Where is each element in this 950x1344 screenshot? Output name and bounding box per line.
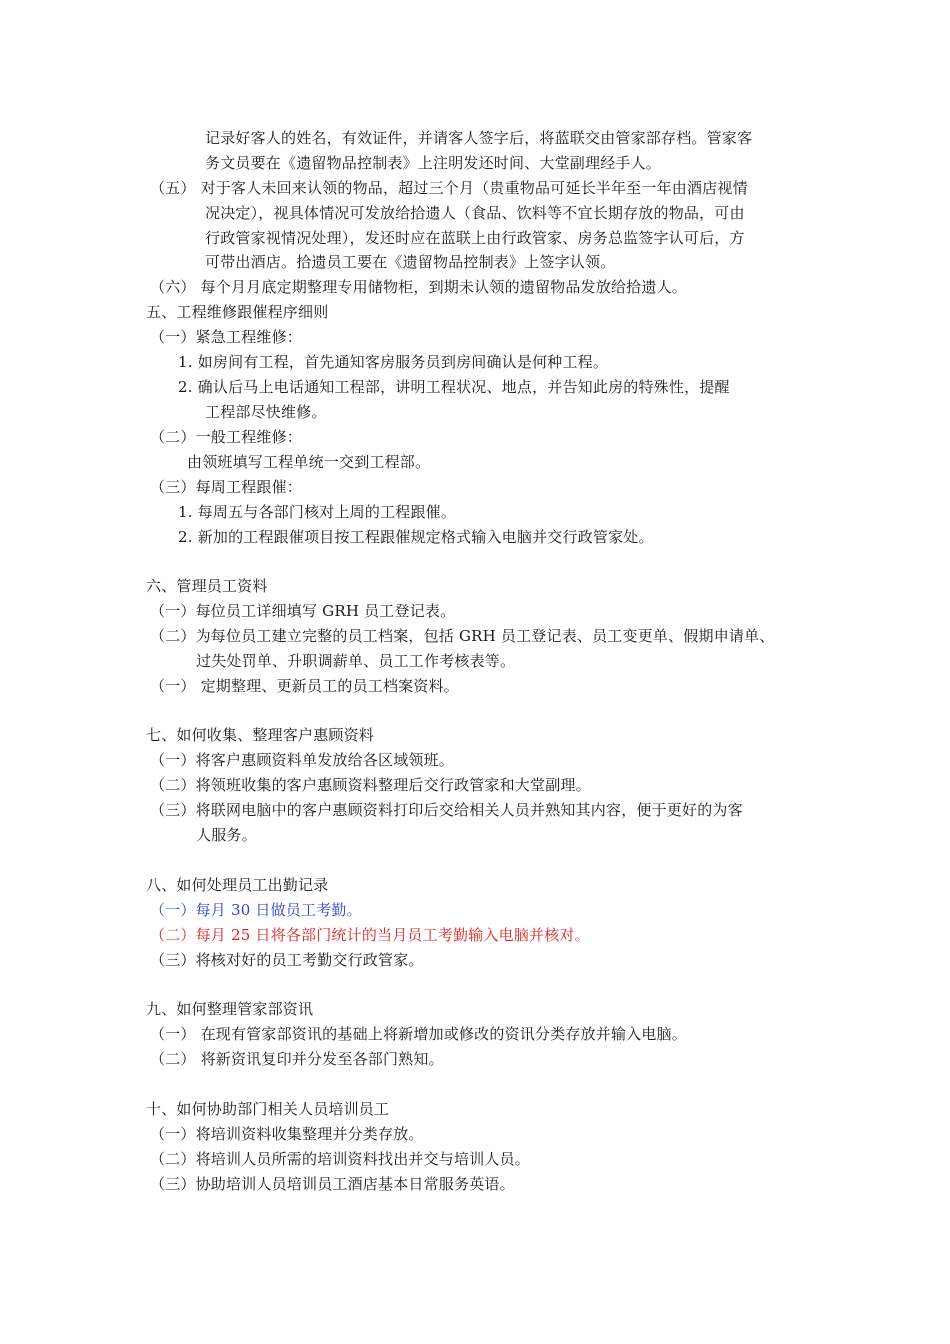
subsection-heading: （三）每周工程跟催：: [150, 478, 303, 496]
section-heading: 七、如何收集、整理客户惠顾资料: [146, 726, 375, 744]
text-line: 过失处罚单、升职调薪单、员工工作考核表等。: [196, 652, 516, 670]
text-line: （二）将领班收集的客户惠顾资料整理后交行政管家和大堂副理。: [150, 776, 591, 794]
text-line: （一）每位员工详细填写 GRH 员工登记表。: [150, 602, 456, 620]
text-line: （二）将培训人员所需的培训资料找出并交与培训人员。: [150, 1150, 531, 1168]
text-line: 人服务。: [196, 826, 257, 844]
text-line: （一）将培训资料收集整理并分类存放。: [150, 1125, 424, 1143]
section-heading: 五、工程维修跟催程序细则: [146, 303, 329, 321]
text-line: （三）将联网电脑中的客户惠顾资料打印后交给相关人员并熟知其内容，便于更好的为客: [150, 801, 743, 819]
text-line: 1. 每周五与各部门核对上周的工程跟催。: [178, 503, 457, 521]
text-line: （二） 将新资讯复印并分发至各部门熟知。: [150, 1050, 444, 1068]
text-line: 况决定），视具体情况可发放给拾遗人（食品、饮料等不宜长期存放的物品，可由: [205, 204, 745, 222]
text-line: 工程部尽快维修。: [205, 403, 327, 421]
section-heading: 八、如何处理员工出勤记录: [146, 876, 329, 894]
subsection-heading: （一）紧急工程维修：: [150, 328, 303, 346]
text-line: （五） 对于客人未回来认领的物品，超过三个月（贵重物品可延长半年至一年由酒店视情: [150, 179, 748, 197]
text-line: 1. 如房间有工程，首先通知客房服务员到房间确认是何种工程。: [178, 353, 609, 371]
text-line-highlighted-blue: （一）每月 30 日做员工考勤。: [150, 901, 362, 919]
text-line: 务文员要在《遗留物品控制表》上注明发还时间、大堂副理经手人。: [205, 154, 662, 172]
section-heading: 六、管理员工资料: [146, 577, 268, 595]
text-line: （三）协助培训人员培训员工酒店基本日常服务英语。: [150, 1175, 515, 1193]
text-line-highlighted-red: （二）每月 25 日将各部门统计的当月员工考勤输入电脑并核对。: [150, 926, 590, 944]
text-line: 2. 确认后马上电话通知工程部，讲明工程状况、地点，并告知此房的特殊性，提醒: [178, 378, 730, 396]
text-line: （一）将客户惠顾资料单发放给各区域领班。: [150, 751, 455, 769]
text-line: （三）将核对好的员工考勤交行政管家。: [150, 951, 424, 969]
text-line: 行政管家视情况处理），发还时应在蓝联上由行政管家、房务总监签字认可后，方: [205, 229, 745, 247]
subsection-heading: （二）一般工程维修：: [150, 428, 303, 446]
text-line: （一） 定期整理、更新员工的员工档案资料。: [150, 677, 459, 695]
text-line: （二）为每位员工建立完整的员工档案，包括 GRH 员工登记表、员工变更单、假期申请单、: [150, 627, 775, 645]
text-line: 由领班填写工程单统一交到工程部。: [187, 453, 431, 471]
section-heading: 十、如何协助部门相关人员培训员工: [146, 1100, 390, 1118]
text-line: 可带出酒店。拾遗员工要在《遗留物品控制表》上签字认领。: [205, 253, 616, 271]
text-line: （六） 每个月月底定期整理专用储物柜，到期未认领的遗留物品发放给拾遗人。: [150, 278, 687, 296]
text-line: 记录好客人的姓名，有效证件，并请客人签字后，将蓝联交由管家部存档。管家客: [205, 129, 753, 147]
text-line: （一） 在现有管家部资讯的基础上将新增加或修改的资讯分类存放并输入电脑。: [150, 1025, 687, 1043]
section-heading: 九、如何整理管家部资讯: [146, 1000, 314, 1018]
text-line: 2. 新加的工程跟催项目按工程跟催规定格式输入电脑并交行政管家处。: [178, 528, 654, 546]
